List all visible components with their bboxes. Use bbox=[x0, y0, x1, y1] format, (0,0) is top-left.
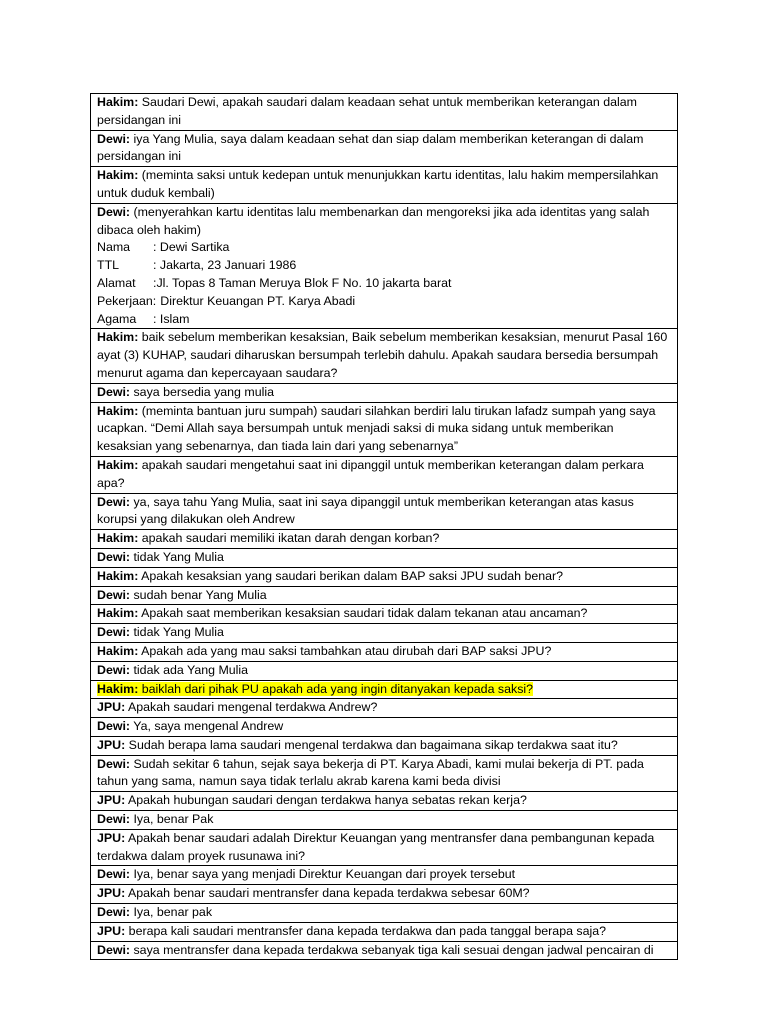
utterance bbox=[97, 167, 671, 203]
speaker-label: JPU: bbox=[97, 830, 126, 845]
utterance-content bbox=[97, 385, 274, 399]
transcript-cell bbox=[91, 699, 678, 718]
utterance-content bbox=[97, 495, 634, 527]
identity-field bbox=[97, 257, 671, 275]
identity-value: : Islam bbox=[153, 311, 190, 326]
transcript-row bbox=[91, 167, 678, 204]
transcript-row bbox=[91, 699, 678, 718]
transcript-row bbox=[91, 567, 678, 586]
transcript-cell bbox=[91, 624, 678, 643]
utterance bbox=[97, 830, 671, 866]
utterance bbox=[97, 549, 671, 567]
speaker-label: JPU: bbox=[97, 737, 126, 752]
transcript-cell bbox=[91, 941, 678, 960]
utterance-content bbox=[97, 812, 213, 826]
speaker-label: JPU: bbox=[97, 886, 126, 901]
transcript-row bbox=[91, 829, 678, 866]
speaker-label: JPU: bbox=[97, 923, 126, 938]
utterance-text: tidak ada Yang Mulia bbox=[130, 662, 249, 677]
transcript-row bbox=[91, 548, 678, 567]
utterance-content bbox=[97, 644, 551, 658]
utterance-content bbox=[97, 132, 643, 164]
utterance bbox=[97, 605, 671, 623]
utterance-text: tidak Yang Mulia bbox=[130, 625, 224, 640]
transcript-cell bbox=[91, 530, 678, 549]
transcript-row bbox=[91, 402, 678, 456]
transcript-cell bbox=[91, 329, 678, 383]
speaker-label: Dewi: bbox=[97, 719, 131, 734]
utterance-text: (meminta bantuan juru sumpah) saudari silahkan berdiri lalu tirukan lafadz sumpah yang saya ucapkan. “Demi Allah saya bersumpah untuk menjadi saksi di muka sidang untuk memberikan kesaksian yang sebenarnya, dan tiada lain dari yang sebenarnya” bbox=[97, 403, 656, 454]
highlighted-utterance bbox=[97, 682, 533, 696]
utterance-content bbox=[97, 943, 654, 957]
utterance bbox=[97, 457, 671, 493]
utterance-text: Apakah kesaksian yang saudari berikan dalam BAP saksi JPU sudah benar? bbox=[138, 568, 564, 583]
transcript-cell bbox=[91, 829, 678, 866]
utterance-text: ya, saya tahu Yang Mulia, saat ini saya dipanggil untuk memberikan keterangan atas kasus korupsi yang dilakukan oleh Andrew bbox=[97, 494, 634, 527]
speaker-label: Dewi: bbox=[97, 942, 131, 957]
speaker-label: Hakim: bbox=[97, 568, 139, 583]
utterance-content bbox=[97, 168, 658, 200]
speaker-label: Dewi: bbox=[97, 587, 131, 602]
utterance-content bbox=[97, 867, 515, 881]
transcript-row bbox=[91, 456, 678, 493]
utterance-content bbox=[97, 569, 563, 583]
utterance-content bbox=[97, 831, 654, 863]
transcript-body bbox=[91, 94, 678, 960]
speaker-label: Hakim: bbox=[97, 95, 139, 109]
utterance-text: tidak Yang Mulia bbox=[130, 549, 224, 564]
transcript-row bbox=[91, 718, 678, 737]
identity-label: Agama bbox=[97, 311, 137, 326]
utterance-text: Apakah ada yang mau saksi tambahkan atau dirubah dari BAP saksi JPU? bbox=[138, 643, 552, 658]
utterance bbox=[97, 792, 671, 810]
transcript-row bbox=[91, 624, 678, 643]
transcript-cell bbox=[91, 167, 678, 204]
utterance-content bbox=[97, 700, 377, 714]
utterance bbox=[97, 681, 671, 699]
utterance bbox=[97, 530, 671, 548]
utterance-content bbox=[97, 663, 248, 677]
utterance-text: Apakah benar saudari mentransfer dana kepada terdakwa sebesar 60M? bbox=[125, 886, 530, 901]
speaker-label: Dewi: bbox=[97, 549, 131, 564]
transcript-cell bbox=[91, 642, 678, 661]
speaker-label: Dewi: bbox=[97, 131, 131, 146]
utterance-content bbox=[97, 793, 527, 807]
speaker-label: Dewi: bbox=[97, 812, 131, 827]
utterance-text: saya bersedia yang mulia bbox=[130, 384, 274, 399]
speaker-label: Hakim: bbox=[97, 457, 139, 472]
utterance-content bbox=[97, 458, 644, 490]
transcript-cell bbox=[91, 130, 678, 167]
speaker-label: Dewi: bbox=[97, 756, 131, 771]
transcript-cell bbox=[91, 605, 678, 624]
transcript-cell bbox=[91, 680, 678, 699]
transcript-row bbox=[91, 866, 678, 885]
transcript-cell bbox=[91, 661, 678, 680]
transcript-cell bbox=[91, 456, 678, 493]
utterance-text: apakah saudari memiliki ikatan darah dengan korban? bbox=[138, 531, 440, 546]
utterance-text: Saudari Dewi, apakah saudari dalam keadaan sehat untuk memberikan keterangan dalam persidangan ini bbox=[97, 95, 638, 127]
utterance-content bbox=[97, 404, 656, 454]
transcript-cell bbox=[91, 402, 678, 456]
speaker-label: JPU: bbox=[97, 793, 126, 808]
speaker-label: Hakim: bbox=[97, 403, 139, 418]
utterance-text: Iya, benar pak bbox=[130, 905, 213, 920]
transcript-row bbox=[91, 130, 678, 167]
speaker-label: Dewi: bbox=[97, 204, 131, 219]
utterance-text: Apakah saudari mengenal terdakwa Andrew? bbox=[125, 700, 378, 715]
utterance-content bbox=[97, 625, 224, 639]
utterance-content bbox=[97, 738, 618, 752]
transcript-row bbox=[91, 203, 678, 329]
speaker-label: Dewi: bbox=[97, 625, 131, 640]
utterance bbox=[97, 329, 671, 382]
utterance bbox=[97, 885, 671, 903]
utterance-content bbox=[97, 924, 606, 938]
transcript-row bbox=[91, 329, 678, 383]
utterance-content bbox=[97, 757, 644, 789]
transcript-row bbox=[91, 661, 678, 680]
utterance bbox=[97, 624, 671, 642]
transcript-cell bbox=[91, 586, 678, 605]
utterance-content bbox=[97, 531, 439, 545]
utterance bbox=[97, 204, 671, 240]
identity-value: :Jl. Topas 8 Taman Meruya Blok F No. 10 jakarta barat bbox=[153, 275, 452, 290]
transcript-cell bbox=[91, 755, 678, 792]
utterance-content bbox=[97, 905, 212, 919]
identity-field bbox=[97, 239, 671, 257]
utterance-content bbox=[97, 205, 649, 237]
transcript-cell bbox=[91, 792, 678, 811]
transcript-row bbox=[91, 383, 678, 402]
transcript-row bbox=[91, 885, 678, 904]
utterance-text: Sudah berapa lama saudari mengenal terdakwa dan bagaimana sikap terdakwa saat itu? bbox=[125, 737, 618, 752]
utterance bbox=[97, 643, 671, 661]
transcript-row bbox=[91, 586, 678, 605]
utterance bbox=[97, 131, 671, 167]
speaker-label: Hakim: bbox=[97, 606, 139, 621]
speaker-label: Hakim: bbox=[97, 330, 139, 345]
utterance-text: baiklah dari pihak PU apakah ada yang ingin ditanyakan kepada saksi? bbox=[138, 681, 534, 696]
utterance-text: Iya, benar Pak bbox=[130, 812, 214, 827]
transcript-cell bbox=[91, 904, 678, 923]
speaker-label: JPU: bbox=[97, 700, 126, 715]
transcript-cell bbox=[91, 493, 678, 530]
transcript-cell bbox=[91, 94, 678, 131]
transcript-row bbox=[91, 680, 678, 699]
utterance-text: berapa kali saudari mentransfer dana kepada terdakwa dan pada tanggal berapa saja? bbox=[125, 923, 607, 938]
utterance bbox=[97, 904, 671, 922]
utterance bbox=[97, 756, 671, 792]
utterance bbox=[97, 384, 671, 402]
utterance bbox=[97, 403, 671, 456]
identity-label: Pekerjaan: bbox=[97, 293, 157, 308]
speaker-label: Hakim: bbox=[97, 531, 139, 546]
utterance-text: Ya, saya mengenal Andrew bbox=[130, 719, 284, 734]
utterance-text: (menyerahkan kartu identitas lalu membenarkan dan mengoreksi jika ada identitas yang salah dibaca oleh hakim) bbox=[97, 204, 650, 237]
transcript-row bbox=[91, 642, 678, 661]
utterance-text: iya Yang Mulia, saya dalam keadaan sehat dan siap dalam memberikan keterangan di dalam persidangan ini bbox=[97, 131, 644, 164]
identity-value: Direktur Keuangan PT. Karya Abadi bbox=[160, 293, 356, 308]
utterance bbox=[97, 662, 671, 680]
speaker-label: Dewi: bbox=[97, 867, 131, 882]
utterance bbox=[97, 866, 671, 884]
identity-value: : Dewi Sartika bbox=[153, 240, 230, 255]
utterance-content bbox=[97, 719, 283, 733]
utterance-content bbox=[97, 606, 587, 620]
utterance-text: Apakah saat memberikan kesaksian saudari tidak dalam tekanan atau ancaman? bbox=[138, 606, 588, 621]
transcript-cell bbox=[91, 866, 678, 885]
identity-label: Nama bbox=[97, 240, 131, 255]
speaker-label: Hakim: bbox=[97, 681, 139, 696]
utterance bbox=[97, 587, 671, 605]
transcript-cell bbox=[91, 383, 678, 402]
utterance-text: Apakah benar saudari adalah Direktur Keuangan yang mentransfer dana pembangunan kepada terdakwa dalam proyek rusunawa ini? bbox=[97, 830, 655, 863]
utterance bbox=[97, 94, 671, 130]
utterance-text: sudah benar Yang Mulia bbox=[130, 587, 267, 602]
transcript-row bbox=[91, 736, 678, 755]
transcript-cell bbox=[91, 548, 678, 567]
identity-label: Alamat bbox=[97, 275, 136, 290]
utterance-text: Iya, benar saya yang menjadi Direktur Keuangan dari proyek tersebut bbox=[130, 867, 516, 882]
transcript-cell bbox=[91, 885, 678, 904]
transcript-row bbox=[91, 811, 678, 830]
utterance-text: saya mentransfer dana kepada terdakwa sebanyak tiga kali sesuai dengan jadwal pencairan di bbox=[130, 942, 654, 957]
transcript-row bbox=[91, 792, 678, 811]
transcript-row bbox=[91, 904, 678, 923]
transcript-row bbox=[91, 605, 678, 624]
utterance bbox=[97, 699, 671, 717]
utterance-content bbox=[97, 886, 530, 900]
transcript-cell bbox=[91, 718, 678, 737]
transcript-row bbox=[91, 94, 678, 131]
utterance-content bbox=[97, 330, 667, 380]
transcript-cell bbox=[91, 922, 678, 941]
identity-value: : Jakarta, 23 Januari 1986 bbox=[153, 258, 297, 273]
identity-label: TTL bbox=[97, 258, 120, 273]
utterance bbox=[97, 811, 671, 829]
utterance-text: Apakah hubungan saudari dengan terdakwa hanya sebatas rekan kerja? bbox=[125, 793, 527, 808]
utterance-text: apakah saudari mengetahui saat ini dipanggil untuk memberikan keterangan dalam perkara apa? bbox=[97, 457, 644, 490]
utterance-text: baik sebelum memberikan kesaksian, Baik sebelum memberikan kesaksian, menurut Pasal 160 ayat (3) KUHAP, saudari diharuskan bersumpah terlebih dahulu. Apakah saudara bersedia bersumpah menurut agama dan kepercayaan saudara? bbox=[97, 330, 668, 380]
transcript-cell bbox=[91, 567, 678, 586]
transcript-row bbox=[91, 755, 678, 792]
speaker-label: Dewi: bbox=[97, 662, 131, 677]
speaker-label: Dewi: bbox=[97, 905, 131, 920]
transcript-row bbox=[91, 530, 678, 549]
utterance-content bbox=[97, 550, 224, 564]
utterance bbox=[97, 718, 671, 736]
utterance bbox=[97, 494, 671, 530]
utterance bbox=[97, 568, 671, 586]
speaker-label: Hakim: bbox=[97, 643, 139, 658]
transcript-row bbox=[91, 493, 678, 530]
transcript-row bbox=[91, 941, 678, 960]
transcript-row bbox=[91, 922, 678, 941]
transcript-cell bbox=[91, 811, 678, 830]
transcript-cell bbox=[91, 736, 678, 755]
speaker-label: Dewi: bbox=[97, 384, 131, 399]
utterance bbox=[97, 942, 671, 960]
utterance bbox=[97, 737, 671, 755]
transcript-cell bbox=[91, 203, 678, 329]
identity-field bbox=[97, 293, 671, 311]
utterance-content bbox=[97, 95, 637, 127]
utterance bbox=[97, 923, 671, 941]
identity-field bbox=[97, 275, 671, 293]
identity-field bbox=[97, 311, 671, 329]
utterance-text: (meminta saksi untuk kedepan untuk menunjukkan kartu identitas, lalu hakim mempersilahkan untuk duduk kembali) bbox=[97, 168, 659, 200]
utterance-content bbox=[97, 588, 267, 602]
utterance-text: Sudah sekitar 6 tahun, sejak saya bekerja di PT. Karya Abadi, kami mulai bekerja di PT. pada tahun yang sama, namun saya tidak terlalu akrab karena kami beda divisi bbox=[97, 756, 644, 789]
speaker-label: Dewi: bbox=[97, 494, 131, 509]
speaker-label: Hakim: bbox=[97, 168, 139, 183]
transcript-table bbox=[90, 93, 678, 960]
